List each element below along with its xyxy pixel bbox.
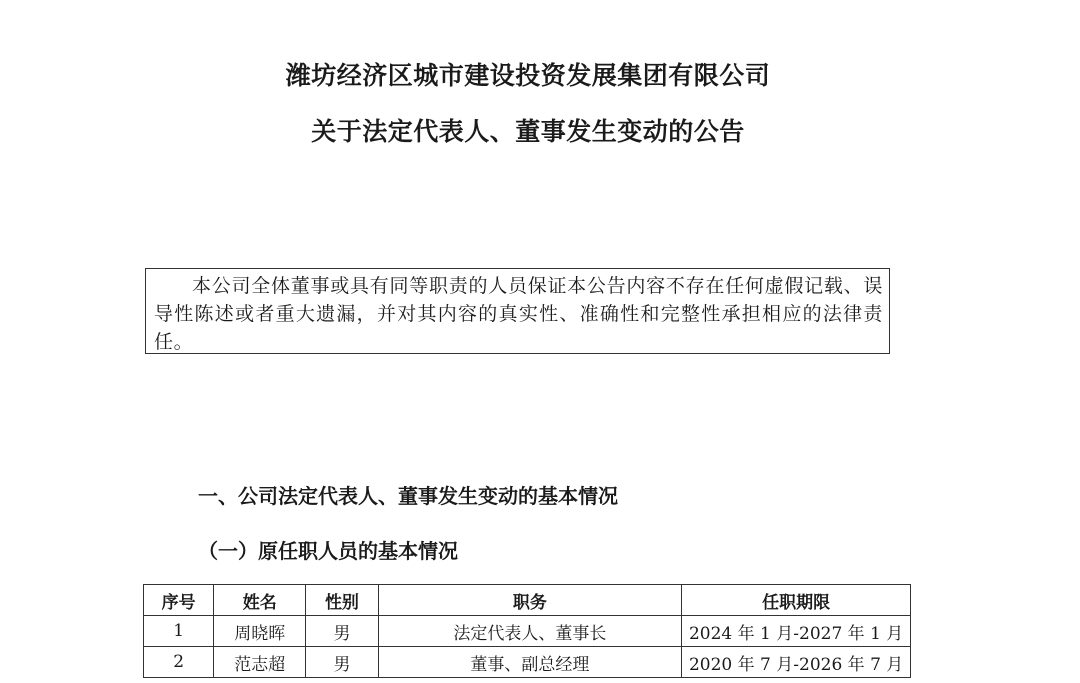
- section-heading-basic-changes: 一、公司法定代表人、董事发生变动的基本情况: [198, 484, 618, 508]
- cell-term: 2020 年 7 月-2026 年 7 月: [682, 647, 911, 678]
- cell-gender: 男: [306, 616, 378, 647]
- cell-position: 法定代表人、董事长: [378, 616, 682, 647]
- cell-gender: 男: [306, 647, 378, 678]
- cell-no: 2: [144, 647, 214, 678]
- table-header-position: 职务: [378, 585, 682, 616]
- document-title-line-2: 关于法定代表人、董事发生变动的公告: [311, 117, 745, 146]
- cell-name: 周晓晖: [214, 616, 306, 647]
- cell-term: 2024 年 1 月-2027 年 1 月: [682, 616, 911, 647]
- subsection-heading-original-officers: （一）原任职人员的基本情况: [198, 539, 458, 563]
- cell-no: 1: [144, 616, 214, 647]
- table-header-no: 序号: [144, 585, 214, 616]
- responsibility-statement-text: 本公司全体董事或具有同等职责的人员保证本公告内容不存在任何虚假记载、误导性陈述或者重大遗漏，并对其内容的真实性、准确性和完整性承担相应的法律责任。: [154, 275, 883, 353]
- table-header-term: 任职期限: [682, 585, 911, 616]
- original-officers-table: [143, 584, 911, 678]
- table-row: [144, 647, 911, 678]
- responsibility-statement-box: [145, 268, 890, 354]
- document-title-line-1: 潍坊经济区城市建设投资发展集团有限公司: [285, 61, 771, 90]
- table-row: [144, 616, 911, 647]
- table-header-name: 姓名: [214, 585, 306, 616]
- table-header-gender: 性别: [306, 585, 378, 616]
- cell-name: 范志超: [214, 647, 306, 678]
- cell-position: 董事、副总经理: [378, 647, 682, 678]
- table-header-row: [144, 585, 911, 616]
